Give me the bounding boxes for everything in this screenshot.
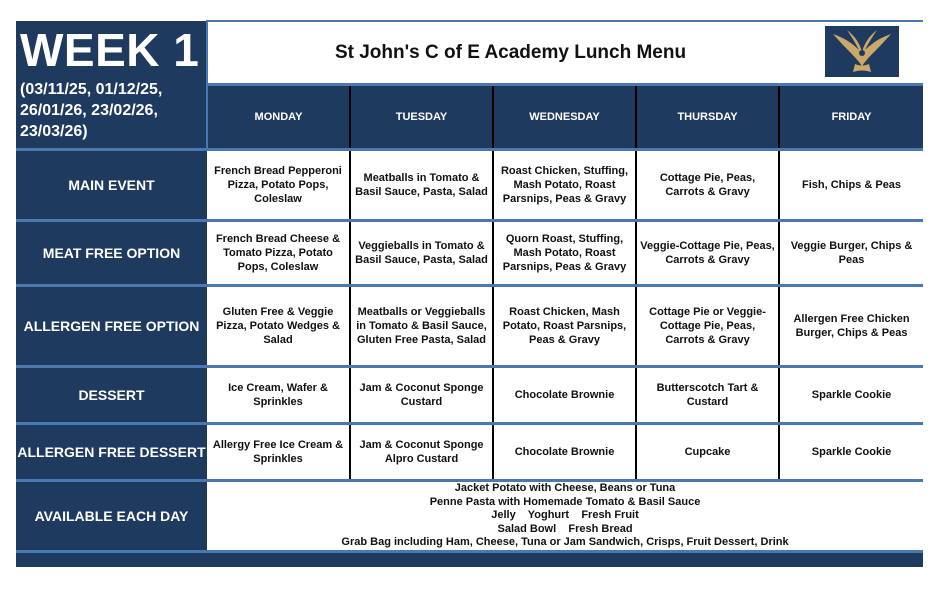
menu-row: [16, 221, 923, 286]
menu-cell: [636, 286, 779, 367]
week-header: [16, 21, 207, 150]
menu-cell: [779, 367, 923, 424]
daily-line: Salad Bowl Fresh Bread: [497, 522, 633, 535]
menu-cell: [207, 150, 350, 221]
menu-cell: [350, 150, 493, 221]
week-title: WEEK 1: [20, 24, 200, 76]
day-header-monday: MONDAY: [207, 85, 350, 150]
menu-table: [16, 20, 923, 567]
menu-cell: [779, 424, 923, 481]
lunch-menu: [16, 20, 923, 567]
menu-cell: [207, 424, 350, 481]
row-label: MAIN EVENT: [16, 150, 207, 221]
menu-item-text: Cottage Pie, Peas, Carrots & Gravy: [659, 172, 756, 198]
menu-item-text: Quorn Roast, Stuffing, Mash Potato, Roast Parsnips, Peas & Gravy: [502, 233, 627, 273]
menu-item-text: Fish, Chips & Peas: [802, 179, 902, 191]
menu-cell: [493, 424, 636, 481]
available-each-day-items: [207, 481, 923, 552]
menu-item-text: Jam & Coconut Sponge Custard: [359, 382, 484, 408]
menu-item-text: Cupcake: [684, 446, 731, 458]
daily-line: Penne Pasta with Homemade Tomato & Basil Sauce: [429, 495, 701, 508]
eagle-logo-icon: [825, 26, 899, 77]
day-header-wednesday: WEDNESDAY: [493, 85, 636, 150]
available-each-day-label: AVAILABLE EACH DAY: [16, 481, 207, 552]
menu-item-text: French Bread Pepperoni Pizza, Potato Pops, Coleslaw: [214, 165, 342, 205]
menu-item-text: Gluten Free & Veggie Pizza, Potato Wedges & Salad: [216, 306, 340, 346]
menu-item-text: Roast Chicken, Mash Potato, Roast Parsnips, Peas & Gravy: [502, 306, 627, 346]
menu-item-text: Roast Chicken, Stuffing, Mash Potato, Roast Parsnips, Peas & Gravy: [500, 165, 629, 205]
menu-cell: [636, 150, 779, 221]
day-header-thursday: THURSDAY: [636, 85, 779, 150]
menu-cell: [493, 150, 636, 221]
menu-row: [16, 424, 923, 481]
week-dates: (03/11/25, 01/12/25, 26/01/26, 23/02/26, 23/03/26): [20, 81, 163, 140]
day-header-tuesday: TUESDAY: [350, 85, 493, 150]
menu-item-text: Chocolate Brownie: [514, 446, 615, 458]
menu-cell: [636, 367, 779, 424]
menu-rows: [16, 150, 923, 481]
menu-row: [16, 286, 923, 367]
menu-item-text: Sparkle Cookie: [811, 446, 892, 458]
menu-cell: [493, 221, 636, 286]
title-banner: [207, 21, 923, 85]
row-label: ALLERGEN FREE OPTION: [16, 286, 207, 367]
row-label: DESSERT: [16, 367, 207, 424]
menu-cell: [207, 367, 350, 424]
row-label: MEAT FREE OPTION: [16, 221, 207, 286]
menu-item-text: Allergy Free Ice Cream & Sprinkles: [212, 439, 344, 465]
menu-cell: [779, 221, 923, 286]
menu-item-text: Allergen Free Chicken Burger, Chips & Peas: [793, 313, 910, 339]
menu-row: [16, 150, 923, 221]
menu-cell: [350, 221, 493, 286]
menu-cell: [207, 221, 350, 286]
menu-cell: [350, 367, 493, 424]
menu-item-text: Veggieballs in Tomato & Basil Sauce, Pasta, Salad: [355, 240, 488, 266]
menu-row: [16, 367, 923, 424]
menu-cell: [636, 424, 779, 481]
menu-item-text: Cottage Pie or Veggie-Cottage Pie, Peas, Carrots & Gravy: [649, 306, 766, 346]
menu-item-text: Veggie Burger, Chips & Peas: [790, 240, 913, 266]
menu-cell: [636, 221, 779, 286]
menu-cell: [779, 150, 923, 221]
day-header-friday: FRIDAY: [779, 85, 923, 150]
page-title: St John's C of E Academy Lunch Menu: [334, 42, 687, 63]
daily-line: Jacket Potato with Cheese, Beans or Tuna: [454, 482, 676, 494]
row-label: ALLERGEN FREE DESSERT: [16, 424, 207, 481]
daily-line: Jelly Yoghurt Fresh Fruit: [491, 509, 639, 521]
menu-item-text: French Bread Cheese & Tomato Pizza, Potato Pops, Coleslaw: [215, 233, 341, 273]
menu-cell: [779, 286, 923, 367]
daily-line: Grab Bag including Ham, Cheese, Tuna or Jam Sandwich, Crisps, Fruit Dessert, Drink: [341, 536, 789, 548]
menu-cell: [493, 367, 636, 424]
menu-item-text: Meatballs in Tomato & Basil Sauce, Pasta, Salad: [355, 172, 488, 198]
menu-cell: [493, 286, 636, 367]
menu-cell: [207, 286, 350, 367]
menu-item-text: Butterscotch Tart & Custard: [656, 382, 759, 408]
menu-cell: [350, 424, 493, 481]
menu-item-text: Chocolate Brownie: [514, 389, 615, 401]
menu-item-text: Ice Cream, Wafer & Sprinkles: [228, 382, 328, 408]
menu-item-text: Jam & Coconut Sponge Alpro Custard: [359, 439, 484, 465]
menu-item-text: Sparkle Cookie: [811, 389, 892, 401]
menu-item-text: Meatballs or Veggieballs in Tomato & Basil Sauce, Gluten Free Pasta, Salad: [356, 306, 487, 346]
footer-bar: [16, 551, 923, 567]
menu-item-text: Veggie-Cottage Pie, Peas, Carrots & Gravy: [640, 240, 775, 266]
menu-cell: [350, 286, 493, 367]
